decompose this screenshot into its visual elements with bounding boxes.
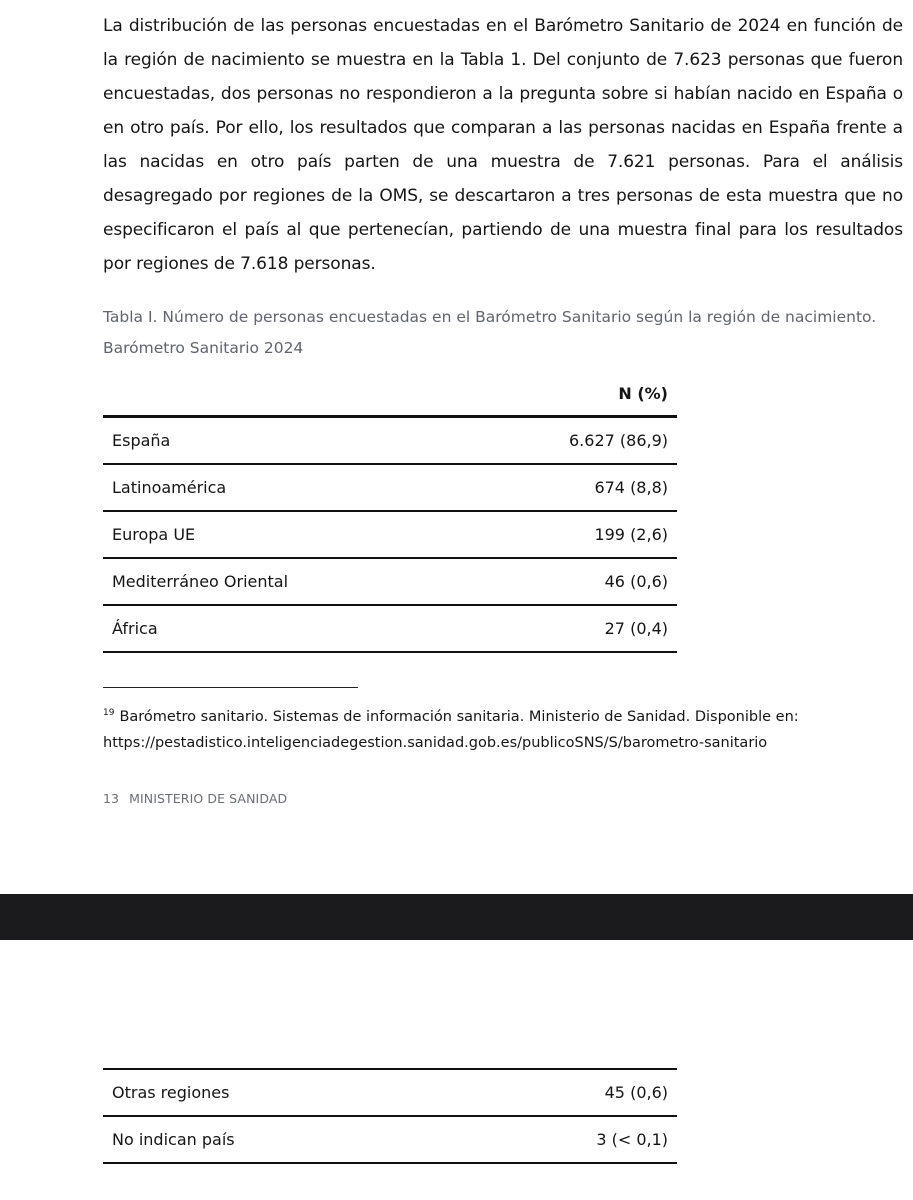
row-value: 6.627 (86,9) [461, 417, 677, 465]
row-value: 45 (0,6) [453, 1069, 677, 1116]
row-value: 27 (0,4) [461, 605, 677, 652]
row-region: Otras regiones [103, 1069, 453, 1116]
row-value: 199 (2,6) [461, 511, 677, 558]
table-row [103, 464, 677, 511]
footnote-number: 19 [103, 708, 115, 718]
table-row [103, 558, 677, 605]
row-region: Mediterráneo Oriental [103, 558, 461, 605]
table-header-n-percent: N (%) [461, 371, 677, 417]
regions-table-continued [103, 1068, 677, 1164]
footnote [103, 700, 903, 756]
table-row [103, 1069, 677, 1116]
body-paragraph: La distribución de las personas encuestadas en el Barómetro Sanitario de 2024 en función de la región de nacimiento se muestra en la Tabla 1. Del conjunto de 7.623 personas que fueron encuestadas, dos personas no respondieron a la pregunta sobre si habían nacido en España o en otro país. Por ello, los resultados que comparan a las personas nacidas en España frente a las nacidas en otro país parten de una muestra de 7.621 personas. Para el análisis desagregado por regiones de la OMS, se descartaron a tres personas de esta muestra que no especificaron el país al que pertenecían, partiendo de una muestra final para los resultados por regiones de 7.618 personas. [103, 16, 903, 274]
footnote-divider [103, 687, 358, 688]
table-row [103, 1116, 677, 1163]
row-region: Europa UE [103, 511, 461, 558]
page-number: 13 [103, 791, 120, 806]
row-region: España [103, 417, 461, 465]
table-row [103, 417, 677, 465]
row-value: 3 (< 0,1) [453, 1116, 677, 1163]
footnote-text: Barómetro sanitario. Sistemas de información sanitaria. Ministerio de Sanidad. Disponible en: [119, 709, 799, 725]
row-region: Latinoamérica [103, 464, 461, 511]
footnote-url-link[interactable]: https://pestadistico.inteligenciadegestion.sanidad.gob.es/publicoSNS/S/barometro-sanitario [103, 735, 768, 751]
page-break-bar [0, 894, 913, 940]
table-row [103, 605, 677, 652]
row-value: 674 (8,8) [461, 464, 677, 511]
table-caption: Tabla I. Número de personas encuestadas en el Barómetro Sanitario según la región de nacimiento. Barómetro Sanitario 2024 [103, 308, 877, 357]
row-value: 46 (0,6) [461, 558, 677, 605]
row-region: África [103, 605, 461, 652]
table-row [103, 511, 677, 558]
page-footer [103, 791, 287, 806]
row-region: No indican país [103, 1116, 453, 1163]
footer-ministry: MINISTERIO DE SANIDAD [129, 791, 288, 806]
table-header-region [103, 371, 461, 417]
table-header-row [103, 371, 677, 417]
regions-table [103, 371, 677, 653]
